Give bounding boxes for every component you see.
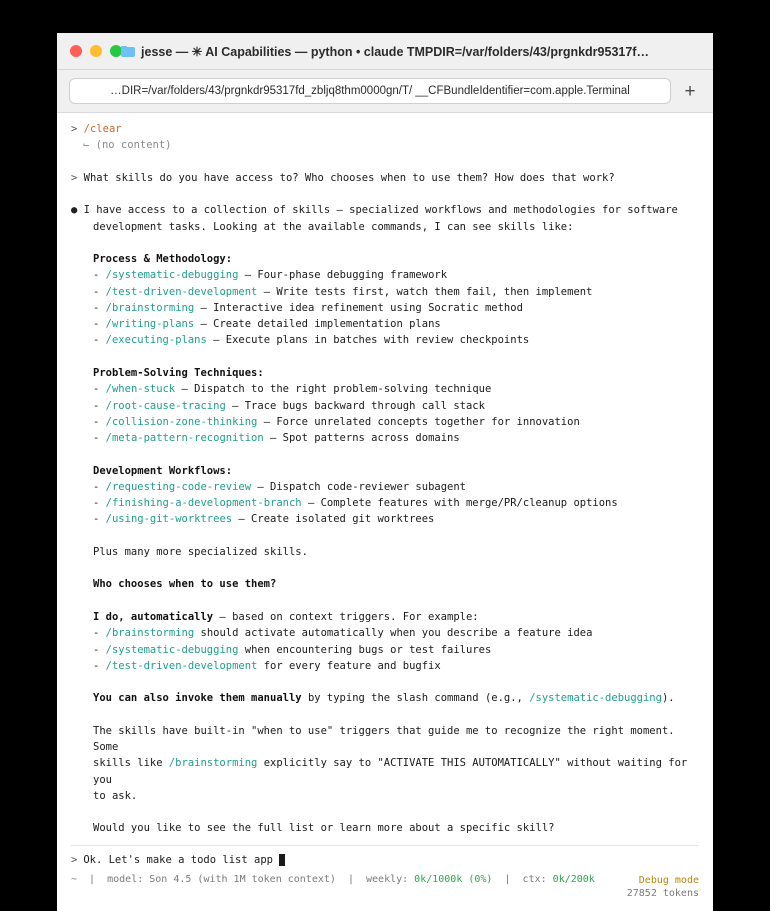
skill-dash: - (93, 334, 106, 347)
skill-line (71, 267, 699, 283)
assistant-text-line (71, 609, 699, 625)
blank-line (71, 593, 699, 609)
zoom-icon[interactable] (110, 45, 122, 57)
blank-line (71, 186, 699, 202)
skill-dash: - (93, 399, 106, 412)
status-left (71, 874, 595, 885)
blank-line (71, 674, 699, 690)
assistant-text-line: to ask. (93, 789, 138, 802)
skill-description: — Create detailed implementation plans (194, 318, 441, 331)
status-model-text: ~ | model: Son 4.5 (with 1M token context) | weekly: (71, 873, 415, 885)
blank-line (71, 446, 699, 462)
assistant-text-line: Plus many more specialized skills. (93, 545, 308, 558)
skill-line (71, 658, 699, 674)
skill-line (71, 381, 699, 397)
skill-description: — Trace bugs backward through call stack (225, 399, 485, 412)
tab-active[interactable]: …DIR=/var/folders/43/prgnkdr95317fd_zbljq8thm0000gn/T/ __CFBundleIdentifier=com.apple.Terminal (69, 78, 671, 104)
skill-description: — Interactive idea refinement using Socratic method (194, 301, 523, 314)
window-titlebar (57, 33, 713, 70)
prompt-marker: > (71, 853, 78, 866)
skill-dash: - (93, 627, 106, 640)
assistant-text: ). (661, 692, 675, 705)
skill-line (71, 642, 699, 658)
skill-command: /test-driven-development (105, 659, 258, 672)
skill-dash: - (93, 383, 106, 396)
skill-command: /root-cause-tracing (105, 399, 226, 412)
assistant-text: explicitly say to "ACTIVATE THIS AUTOMATICALLY" without waiting for you (93, 757, 694, 786)
skill-dash: - (93, 432, 106, 445)
new-tab-button[interactable]: + (684, 80, 696, 102)
skill-dash: - (93, 415, 106, 428)
status-middle-text: | ctx: (492, 873, 553, 885)
skill-command: /systematic-debugging (529, 692, 662, 705)
skill-command: /writing-plans (105, 318, 195, 331)
assistant-text-line: Would you like to see the full list or learn more about a specific skill? (93, 822, 555, 835)
section-heading: Development Workflows: (93, 464, 233, 477)
assistant-text-line (71, 690, 699, 706)
emphasis-text: I do, automatically (93, 610, 214, 623)
terminal-output (57, 113, 713, 868)
skill-description: for every feature and bugfix (257, 659, 441, 672)
prompt-text: /clear (83, 123, 122, 135)
skill-command: /systematic-debugging (105, 269, 239, 282)
skill-dash: - (93, 318, 106, 331)
skill-dash: - (93, 301, 106, 314)
assistant-text-line: development tasks. Looking at the available commands, I can see skills like: (93, 220, 574, 233)
skill-line (71, 284, 699, 300)
skill-description: when encountering bugs or test failures (238, 643, 492, 656)
traffic-lights (57, 45, 122, 57)
skill-line (71, 430, 699, 446)
skill-line (71, 414, 699, 430)
prompt-marker: > (71, 171, 84, 184)
skill-dash: - (93, 285, 106, 298)
close-icon[interactable] (70, 45, 82, 57)
skill-command: /executing-plans (105, 334, 207, 347)
terminal-input-value: Ok. Let's make a todo list app (83, 853, 273, 866)
skill-command: /meta-pattern-recognition (105, 432, 264, 445)
tab-bar (57, 70, 713, 113)
prompt-text: What skills do you have access to? Who chooses when to use them? How does that work? (83, 171, 615, 184)
blank-line (71, 349, 699, 365)
terminal-input-line[interactable] (71, 852, 699, 868)
token-count-label: 27852 tokens (626, 888, 699, 900)
window-title-text: jesse — ✳ AI Capabilities — python • claude TMPDIR=/var/folders/43/prgnkdr95317f… (141, 44, 649, 59)
skill-dash: - (93, 269, 106, 282)
assistant-text-line: The skills have built-in "when to use" triggers that guide me to recognize the right moment. Some (93, 724, 681, 754)
skill-command: /systematic-debugging (105, 643, 239, 656)
user-prompt-line (71, 121, 699, 137)
assistant-text: by typing the slash command (e.g., (301, 692, 530, 705)
blank-line (71, 528, 699, 544)
emphasis-text: You can also invoke them manually (93, 692, 302, 705)
skill-description: — Four-phase debugging framework (238, 269, 448, 282)
skill-command: /test-driven-development (105, 285, 258, 298)
skill-dash: - (93, 659, 106, 672)
blank-line (71, 154, 699, 170)
skill-command: /brainstorming (105, 627, 195, 640)
skill-description: — Dispatch code-reviewer subagent (251, 480, 466, 493)
skill-command: /using-git-worktrees (105, 513, 233, 526)
blank-line (71, 235, 699, 251)
skill-line (71, 625, 699, 641)
assistant-text: I have access to a collection of skills — specialized workflows and methodologies for software (83, 204, 678, 217)
skill-command: /when-stuck (105, 383, 176, 396)
skill-command: /brainstorming (168, 757, 258, 770)
skill-command: /finishing-a-development-branch (105, 497, 302, 510)
status-weekly-value: 0k/1000k (0%) (414, 873, 493, 885)
skill-description: — Dispatch to the right problem-solving technique (175, 383, 492, 396)
terminal-lines (71, 121, 699, 837)
assistant-text: — based on context triggers. For example: (213, 610, 479, 623)
skill-description: — Write tests first, watch them fail, then implement (257, 285, 593, 298)
terminal-window (57, 33, 713, 900)
prompt-marker: > (71, 123, 84, 135)
input-divider (71, 845, 699, 846)
skill-command: /brainstorming (105, 301, 195, 314)
skill-dash: - (93, 497, 106, 510)
skill-description: — Force unrelated concepts together for innovation (257, 415, 580, 428)
debug-mode-label: Debug mode (638, 874, 699, 886)
status-right (627, 874, 699, 901)
assistant-bullet-line (71, 202, 699, 218)
skill-dash: - (93, 513, 106, 526)
user-prompt-line (71, 170, 699, 186)
blank-line (71, 804, 699, 820)
skill-description: should activate automatically when you describe a feature idea (194, 627, 593, 640)
skill-dash: - (93, 643, 106, 656)
blank-line (71, 560, 699, 576)
skill-description: — Create isolated git worktrees (232, 513, 435, 526)
skill-description: — Complete features with merge/PR/cleanup options (301, 497, 618, 510)
section-heading: Process & Methodology: (93, 253, 233, 266)
bullet-icon: ● (71, 204, 84, 217)
minimize-icon[interactable] (90, 45, 102, 57)
skill-line (71, 398, 699, 414)
assistant-text: skills like (93, 757, 169, 770)
status-ctx-value: 0k/200k (552, 873, 595, 885)
assistant-text-line (71, 755, 699, 788)
skill-line (71, 479, 699, 495)
skill-line (71, 316, 699, 332)
skill-line (71, 300, 699, 316)
section-heading: Who chooses when to use them? (93, 578, 277, 591)
skill-dash: - (93, 480, 106, 493)
sub-line: ⌙ (no content) (83, 139, 172, 152)
skill-command: /collision-zone-thinking (105, 415, 258, 428)
skill-line (71, 495, 699, 511)
window-title (57, 33, 713, 69)
skill-line (71, 332, 699, 348)
skill-description: — Execute plans in batches with review checkpoints (206, 334, 530, 347)
text-cursor (279, 854, 285, 866)
skill-line (71, 511, 699, 527)
assistant-paragraph (71, 723, 699, 804)
skill-description: — Spot patterns across domains (263, 432, 460, 445)
blank-line (71, 707, 699, 723)
folder-icon (121, 46, 135, 57)
status-bar (57, 868, 713, 911)
section-heading: Problem-Solving Techniques: (93, 366, 264, 379)
skill-command: /requesting-code-review (105, 480, 252, 493)
